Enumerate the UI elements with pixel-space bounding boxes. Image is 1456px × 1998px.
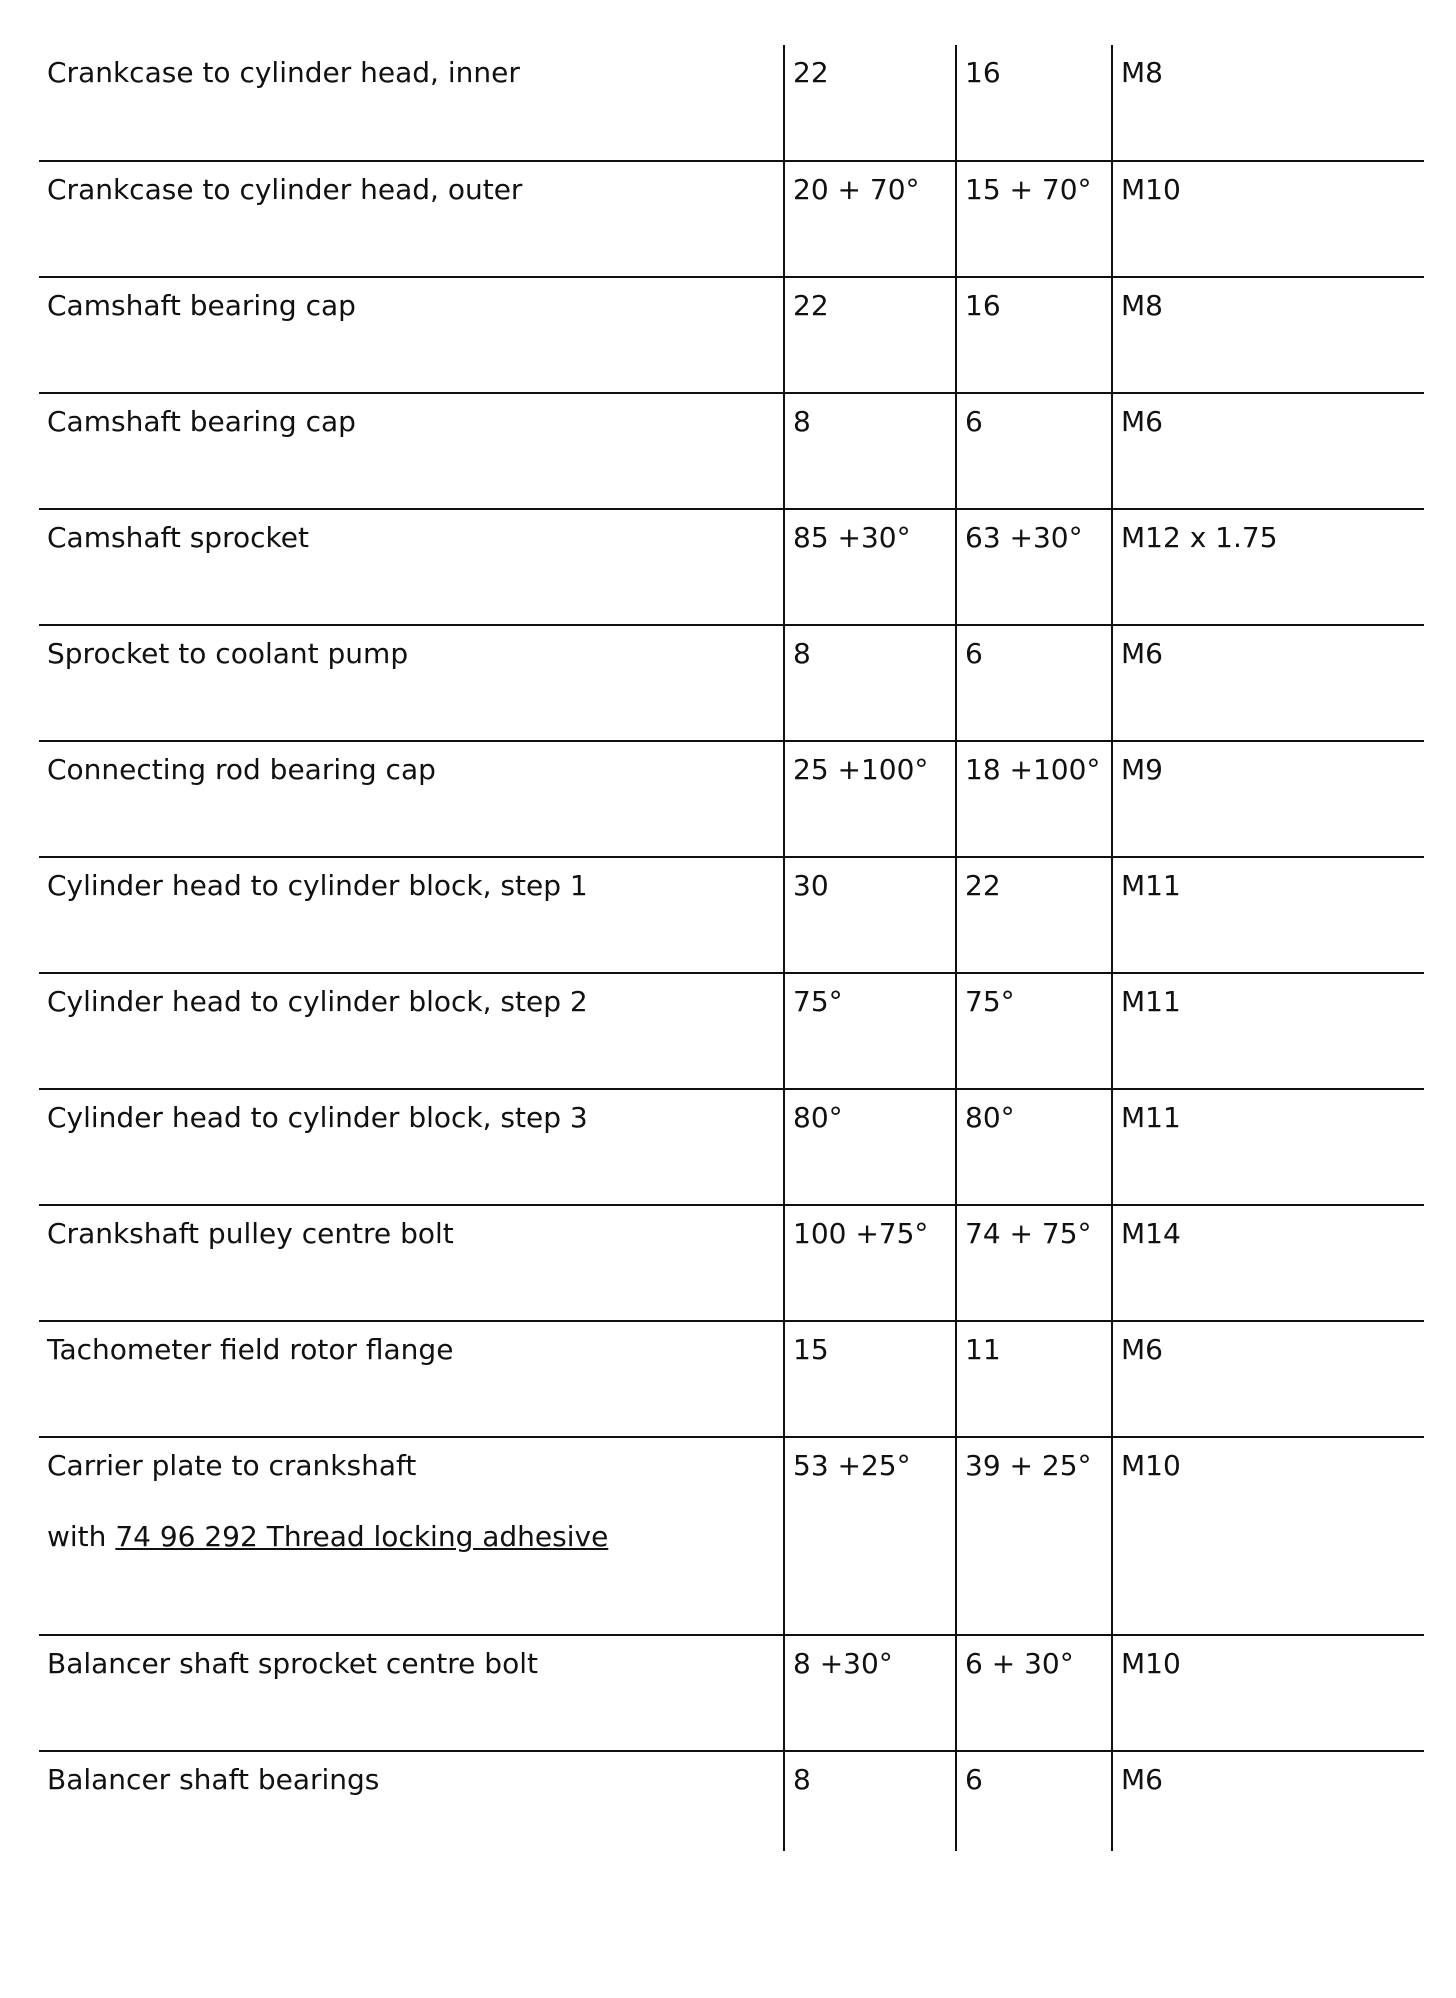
- row-description: Carrier plate to crankshaft: [47, 1449, 417, 1482]
- row-torque-nm: 53 +25°: [784, 1437, 956, 1635]
- row-torque-lbf: 22: [956, 857, 1112, 973]
- row-torque-nm: 30: [784, 857, 956, 973]
- row-thread-size: M8: [1112, 45, 1424, 161]
- table-row: [39, 509, 1424, 625]
- table-row: [39, 1751, 1424, 1851]
- table-row: [39, 1321, 1424, 1437]
- row-description: Tachometer field rotor flange: [39, 1321, 784, 1437]
- row-torque-nm: 80°: [784, 1089, 956, 1205]
- row-torque-lbf: 6: [956, 625, 1112, 741]
- row-torque-lbf: 80°: [956, 1089, 1112, 1205]
- row-torque-nm: 8: [784, 393, 956, 509]
- row-torque-lbf: 39 + 25°: [956, 1437, 1112, 1635]
- row-torque-lbf: 6 + 30°: [956, 1635, 1112, 1751]
- row-torque-lbf: 15 + 70°: [956, 161, 1112, 277]
- row-thread-size: M11: [1112, 973, 1424, 1089]
- table-row: [39, 973, 1424, 1089]
- row-thread-size: M8: [1112, 277, 1424, 393]
- table-row: [39, 741, 1424, 857]
- row-thread-size: M14: [1112, 1205, 1424, 1321]
- row-description: Camshaft sprocket: [39, 509, 784, 625]
- row-description: Crankcase to cylinder head, outer: [39, 161, 784, 277]
- row-torque-nm: 8: [784, 625, 956, 741]
- table-row: [39, 1635, 1424, 1751]
- table-row: [39, 1205, 1424, 1321]
- table-row: [39, 45, 1424, 161]
- table-row: [39, 393, 1424, 509]
- row-description: Balancer shaft sprocket centre bolt: [39, 1635, 784, 1751]
- row-torque-lbf: 18 +100°: [956, 741, 1112, 857]
- row-thread-size: M10: [1112, 161, 1424, 277]
- row-thread-size: M12 x 1.75: [1112, 509, 1424, 625]
- row-torque-nm: 8: [784, 1751, 956, 1851]
- row-torque-nm: 20 + 70°: [784, 161, 956, 277]
- row-torque-lbf: 75°: [956, 973, 1112, 1089]
- torque-spec-table: [39, 45, 1424, 1851]
- row-description: Camshaft bearing cap: [39, 277, 784, 393]
- row-torque-nm: 8 +30°: [784, 1635, 956, 1751]
- row-description: Sprocket to coolant pump: [39, 625, 784, 741]
- row-torque-nm: 85 +30°: [784, 509, 956, 625]
- row-thread-size: M6: [1112, 1751, 1424, 1851]
- row-torque-lbf: 11: [956, 1321, 1112, 1437]
- adhesive-note: [47, 1520, 775, 1554]
- row-description: Camshaft bearing cap: [39, 393, 784, 509]
- table-row: [39, 625, 1424, 741]
- row-description: Balancer shaft bearings: [47, 1763, 380, 1796]
- table-row: [39, 1089, 1424, 1205]
- row-description: Crankshaft pulley centre bolt: [39, 1205, 784, 1321]
- row-description: Cylinder head to cylinder block, step 2: [39, 973, 784, 1089]
- table-row: [39, 277, 1424, 393]
- row-torque-lbf: 16: [956, 277, 1112, 393]
- row-torque-nm: 75°: [784, 973, 956, 1089]
- row-torque-nm: 15: [784, 1321, 956, 1437]
- row-thread-size: M10: [1112, 1437, 1424, 1635]
- row-thread-size: M9: [1112, 741, 1424, 857]
- row-description: Cylinder head to cylinder block, step 3: [39, 1089, 784, 1205]
- row-torque-lbf: 6: [956, 393, 1112, 509]
- row-torque-nm: 25 +100°: [784, 741, 956, 857]
- row-torque-nm: 100 +75°: [784, 1205, 956, 1321]
- row-thread-size: M6: [1112, 625, 1424, 741]
- row-torque-lbf: 63 +30°: [956, 509, 1112, 625]
- row-description-cell: [39, 1437, 784, 1635]
- row-torque-lbf: 74 + 75°: [956, 1205, 1112, 1321]
- row-torque-lbf: 6: [956, 1751, 1112, 1851]
- row-torque-nm: 22: [784, 277, 956, 393]
- row-description: Cylinder head to cylinder block, step 1: [39, 857, 784, 973]
- thread-locking-adhesive-link[interactable]: 74 96 292 Thread locking adhesive: [115, 1520, 609, 1553]
- row-torque-nm: 22: [784, 45, 956, 161]
- row-torque-lbf: 16: [956, 45, 1112, 161]
- adhesive-note-prefix: with: [47, 1520, 116, 1553]
- row-thread-size: M11: [1112, 1089, 1424, 1205]
- row-thread-size: M11: [1112, 857, 1424, 973]
- row-thread-size: M6: [1112, 1321, 1424, 1437]
- table-row: [39, 857, 1424, 973]
- row-thread-size: M6: [1112, 393, 1424, 509]
- row-description: Crankcase to cylinder head, inner: [39, 45, 784, 161]
- row-thread-size: M10: [1112, 1635, 1424, 1751]
- table-row: [39, 1437, 1424, 1635]
- row-description: Connecting rod bearing cap: [39, 741, 784, 857]
- table-row: [39, 161, 1424, 277]
